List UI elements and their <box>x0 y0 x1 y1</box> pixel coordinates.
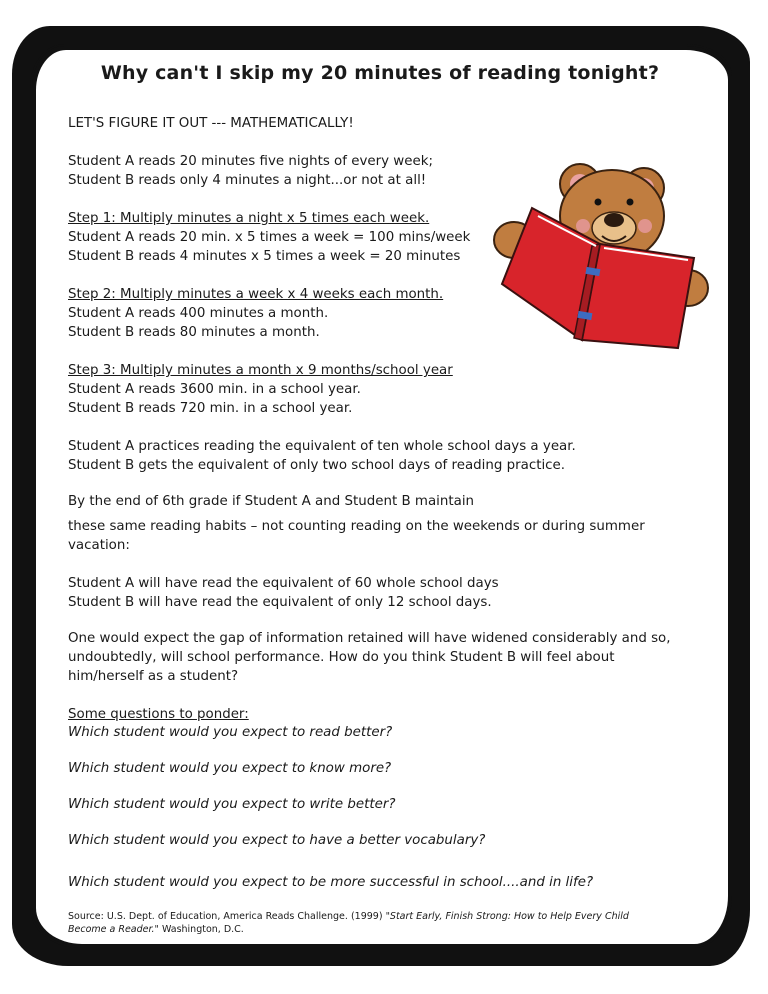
step1-student-b: Student B reads 4 minutes x 5 times a week = 20 minutes <box>68 249 461 264</box>
step2-heading: Step 2: Multiply minutes a week x 4 weeks each month. <box>68 287 444 302</box>
question-item: Which student would you expect to write better? <box>68 797 396 812</box>
source-prefix: Source: U.S. Dept. of Education, America Reads Challenge. (1999) <box>68 911 386 922</box>
question-item: Which student would you expect to have a better vocabulary? <box>68 833 486 848</box>
question-item: Which student would you expect to be more successful in school....and in life? <box>68 875 594 890</box>
sixth-grade-line1: By the end of 6th grade if Student A and Student B maintain <box>68 494 475 509</box>
question-item: Which student would you expect to read better? <box>68 725 393 740</box>
source-suffix: Washington, D.C. <box>158 924 244 935</box>
bear-reading-book-icon <box>488 148 714 354</box>
result-student-b: Student B will have read the equivalent of only 12 school days. <box>68 595 492 610</box>
intro-line: LET'S FIGURE IT OUT --- MATHEMATICALLY! <box>68 116 354 131</box>
page-title: Why can't I skip my 20 minutes of reading tonight? <box>100 62 660 84</box>
step3-student-b: Student B reads 720 min. in a school year. <box>68 401 353 416</box>
step2-student-b: Student B reads 80 minutes a month. <box>68 325 320 340</box>
step1-heading: Step 1: Multiply minutes a night x 5 times each week. <box>68 211 430 226</box>
source-title: "Start Early, Finish Strong: How to Help Every Child Become a Reader." <box>68 911 629 935</box>
step3-student-a: Student A reads 3600 min. in a school year. <box>68 382 361 397</box>
questions-heading: Some questions to ponder: <box>68 707 249 722</box>
step1-student-a: Student A reads 20 min. x 5 times a week = 100 mins/week <box>68 230 471 245</box>
question-item: Which student would you expect to know more? <box>68 761 392 776</box>
step2-student-a: Student A reads 400 minutes a month. <box>68 306 329 321</box>
practice-student-a: Student A practices reading the equivalent of ten whole school days a year. <box>68 439 576 454</box>
step3-heading: Step 3: Multiply minutes a month x 9 months/school year <box>68 363 453 378</box>
source-citation <box>68 910 668 936</box>
student-b-intro: Student B reads only 4 minutes a night...or not at all! <box>68 173 427 188</box>
result-student-a: Student A will have read the equivalent of 60 whole school days <box>68 576 499 591</box>
practice-student-b: Student B gets the equivalent of only two school days of reading practice. <box>68 458 566 473</box>
conclusion-paragraph: One would expect the gap of information retained will have widened considerably and so, undoubtedly, will school performance. How do you think Student B will feel about him/herself as a student? <box>68 631 671 684</box>
sixth-grade-line2: these same reading habits – not counting reading on the weekends or during summer vacation: <box>68 519 645 553</box>
student-a-intro: Student A reads 20 minutes five nights of every week; <box>68 154 434 169</box>
